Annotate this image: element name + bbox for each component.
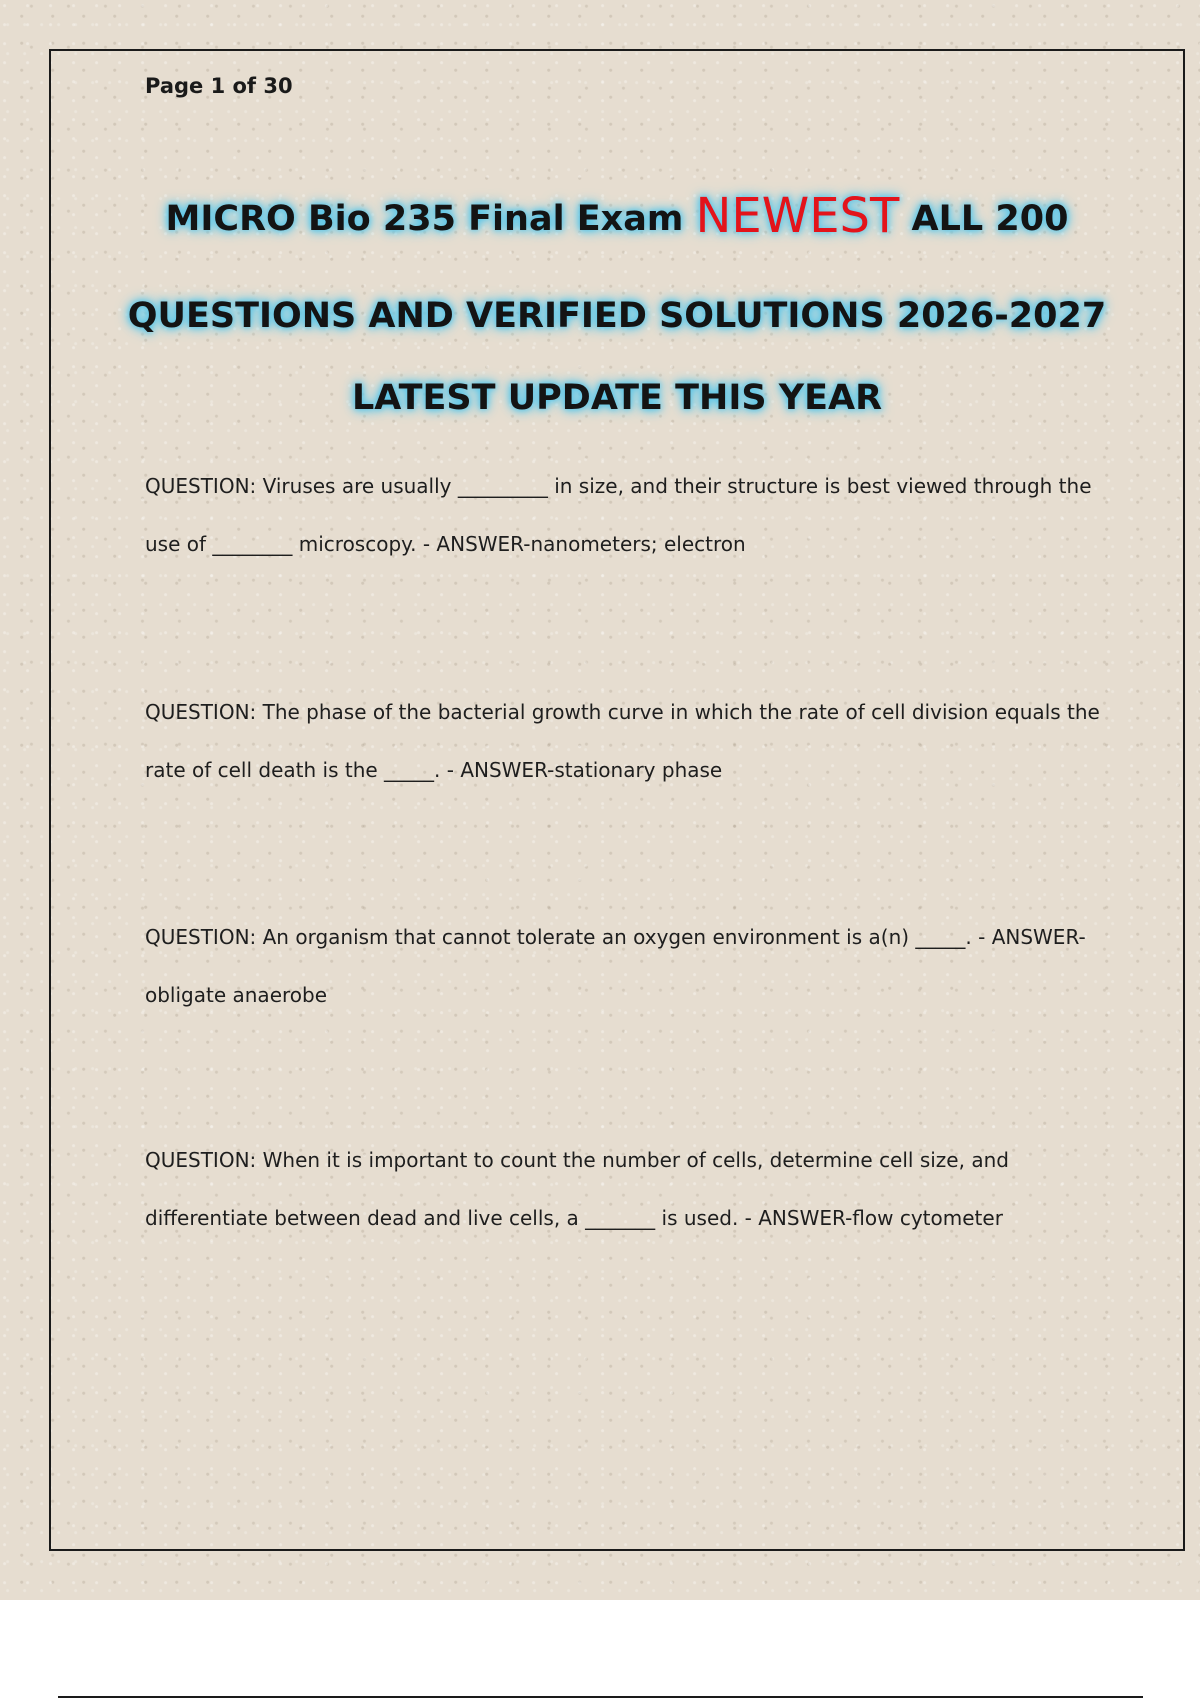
title-line-3 xyxy=(49,378,1185,418)
title-line-3-text: LATEST UPDATE THIS YEAR xyxy=(351,378,883,418)
question-1: QUESTION: Viruses are usually _________ in size, and their structure is best viewed through the use of ________ microscopy. - ANSWER-nanometers; electron xyxy=(145,474,1092,556)
question-3: QUESTION: An organism that cannot tolerate an oxygen environment is a(n) _____. - ANSWER-obligate anaerobe xyxy=(145,925,1086,1007)
page-number: Page 1 of 30 xyxy=(145,74,293,98)
title-line-2-text: QUESTIONS AND VERIFIED SOLUTIONS 2026-2027 xyxy=(127,296,1107,336)
title-line-1 xyxy=(49,188,1185,244)
title-part-2: ALL 200 xyxy=(899,199,1069,239)
page-border xyxy=(49,49,1185,1551)
title-newest-highlight: NEWEST xyxy=(695,188,900,244)
footer-divider xyxy=(58,1696,1143,1698)
question-2: QUESTION: The phase of the bacterial growth curve in which the rate of cell division equals the rate of cell death is the _____. - ANSWER-stationary phase xyxy=(145,700,1100,782)
question-4: QUESTION: When it is important to count the number of cells, determine cell size, and differentiate between dead and live cells, a _______ is used. - ANSWER-flow cytometer xyxy=(145,1148,1009,1230)
title-line-2 xyxy=(49,296,1185,336)
title-part-1: MICRO Bio 235 Final Exam xyxy=(165,199,696,239)
